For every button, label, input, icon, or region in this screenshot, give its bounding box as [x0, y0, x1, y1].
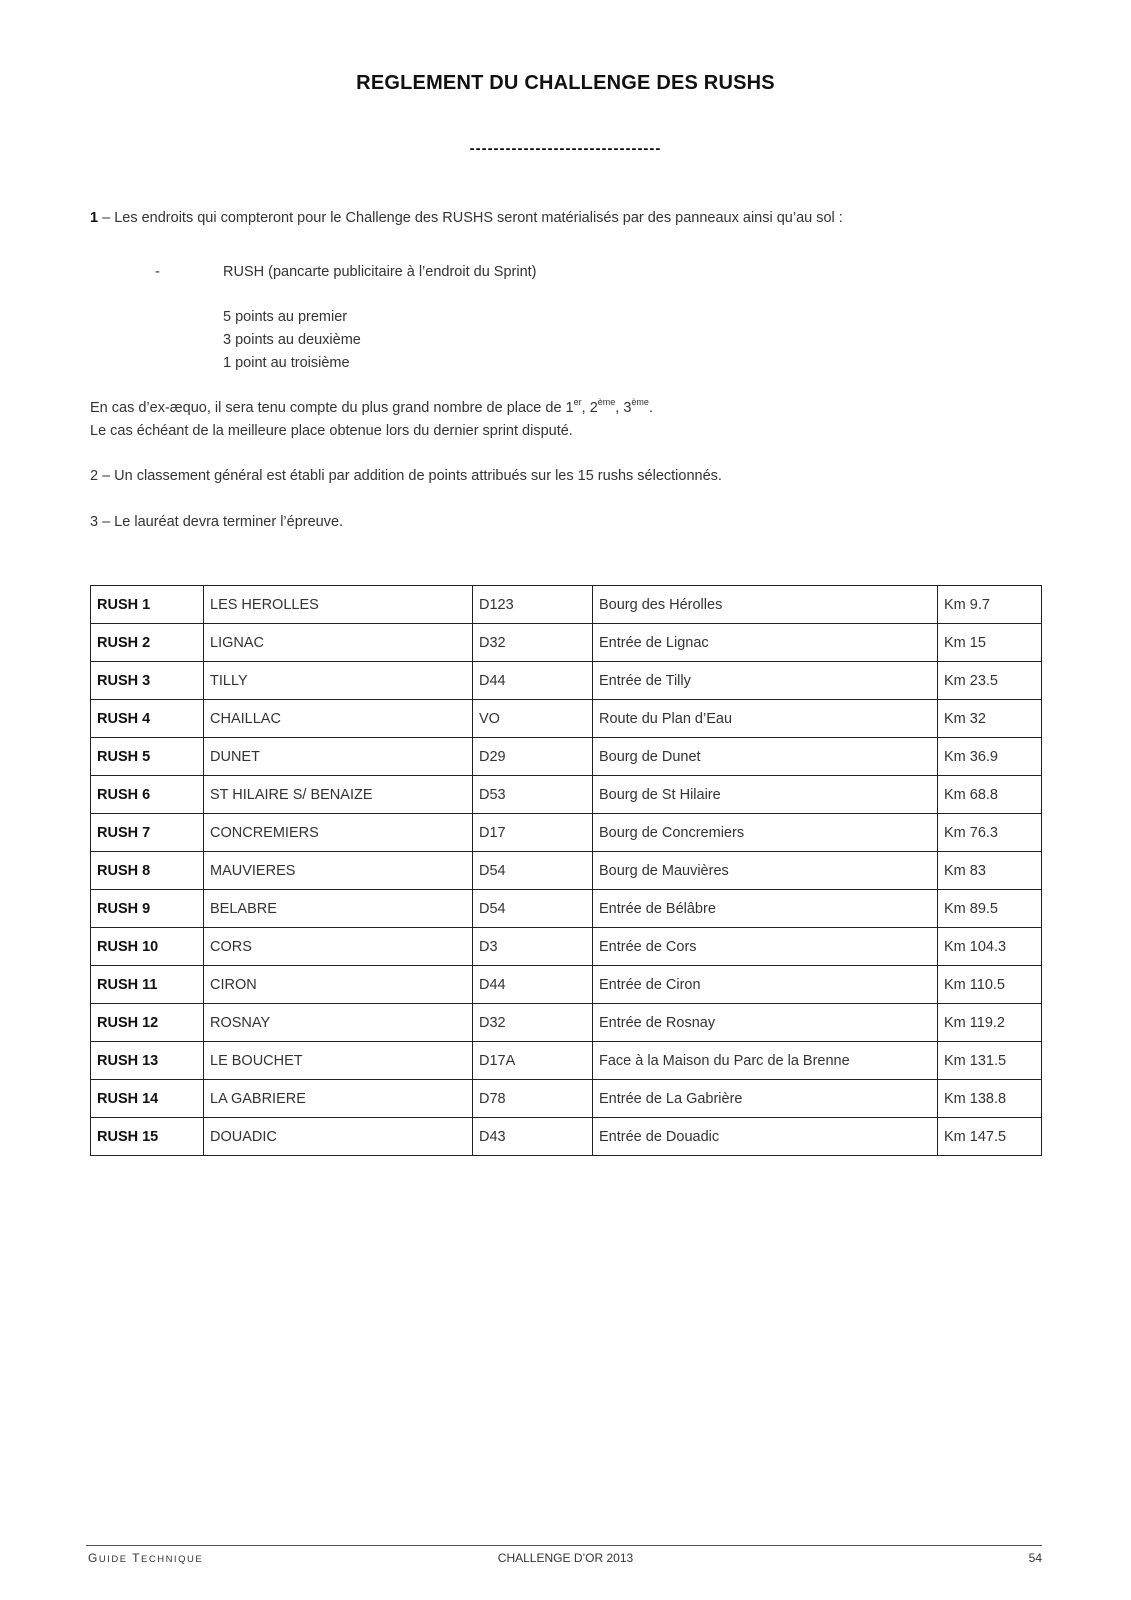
sup-first: er: [573, 397, 582, 407]
km-cell: Km 89.5: [938, 890, 1042, 928]
place-cell: DOUADIC: [204, 1118, 473, 1156]
road-cell: D54: [473, 890, 593, 928]
road-cell: D54: [473, 852, 593, 890]
location-cell: Entrée de Rosnay: [593, 1004, 938, 1042]
tiebreak-text: En cas d’ex-æquo, il sera tenu compte du plus grand nombre de place de 1: [90, 400, 574, 416]
place-cell: CORS: [204, 928, 473, 966]
rule-2: 2 – Un classement général est établi par addition de points attribués sur les 15 rushs sélectionnés.: [90, 468, 722, 484]
table-row: [91, 624, 1042, 662]
tiebreak-mid-2: , 3: [615, 400, 632, 416]
place-cell: CIRON: [204, 966, 473, 1004]
rush-cell: RUSH 15: [91, 1118, 204, 1156]
km-cell: Km 104.3: [938, 928, 1042, 966]
road-cell: D78: [473, 1080, 593, 1118]
location-cell: Bourg de St Hilaire: [593, 776, 938, 814]
place-cell: DUNET: [204, 738, 473, 776]
place-cell: BELABRE: [204, 890, 473, 928]
location-cell: Entrée de Cors: [593, 928, 938, 966]
bullet-text: RUSH (pancarte publicitaire à l’endroit du Sprint): [223, 264, 537, 280]
table-row: [91, 1118, 1042, 1156]
footer-divider: [86, 1545, 1042, 1546]
km-cell: Km 76.3: [938, 814, 1042, 852]
rush-cell: RUSH 12: [91, 1004, 204, 1042]
place-cell: CHAILLAC: [204, 700, 473, 738]
tiebreak-line-1: [90, 397, 653, 416]
road-cell: VO: [473, 700, 593, 738]
table-row: [91, 1004, 1042, 1042]
km-cell: Km 15: [938, 624, 1042, 662]
place-cell: MAUVIERES: [204, 852, 473, 890]
rule-1-text: – Les endroits qui compteront pour le Challenge des RUSHS seront matérialisés par des panneaux ainsi qu’au sol :: [98, 210, 843, 226]
road-cell: D29: [473, 738, 593, 776]
bullet-dash: -: [155, 264, 160, 280]
road-cell: D44: [473, 662, 593, 700]
rush-cell: RUSH 4: [91, 700, 204, 738]
rule-1: [90, 210, 843, 226]
location-cell: Entrée de Ciron: [593, 966, 938, 1004]
rush-cell: RUSH 13: [91, 1042, 204, 1080]
road-cell: D43: [473, 1118, 593, 1156]
location-cell: Bourg de Dunet: [593, 738, 938, 776]
km-cell: Km 138.8: [938, 1080, 1042, 1118]
place-cell: LIGNAC: [204, 624, 473, 662]
location-cell: Entrée de Tilly: [593, 662, 938, 700]
sup-third: ème: [631, 397, 649, 407]
km-cell: Km 110.5: [938, 966, 1042, 1004]
points-first: 5 points au premier: [223, 309, 348, 325]
road-cell: D32: [473, 1004, 593, 1042]
tiebreak-end: .: [648, 400, 653, 416]
place-cell: ST HILAIRE S/ BENAIZE: [204, 776, 473, 814]
road-cell: D53: [473, 776, 593, 814]
km-cell: Km 119.2: [938, 1004, 1042, 1042]
rush-cell: RUSH 3: [91, 662, 204, 700]
table-row: [91, 738, 1042, 776]
table-row: [91, 586, 1042, 624]
footer-title: CHALLENGE D’OR 2013: [497, 1551, 634, 1565]
km-cell: Km 83: [938, 852, 1042, 890]
table-row: [91, 814, 1042, 852]
road-cell: D17: [473, 814, 593, 852]
rush-cell: RUSH 2: [91, 624, 204, 662]
rush-cell: RUSH 6: [91, 776, 204, 814]
page-number: 54: [1028, 1551, 1042, 1565]
rush-cell: RUSH 9: [91, 890, 204, 928]
road-cell: D3: [473, 928, 593, 966]
table-row: [91, 776, 1042, 814]
place-cell: LES HEROLLES: [204, 586, 473, 624]
place-cell: LA GABRIERE: [204, 1080, 473, 1118]
table-row: [91, 700, 1042, 738]
sup-second: ème: [597, 397, 616, 407]
rush-cell: RUSH 14: [91, 1080, 204, 1118]
road-cell: D32: [473, 624, 593, 662]
location-cell: Bourg des Hérolles: [593, 586, 938, 624]
km-cell: Km 68.8: [938, 776, 1042, 814]
location-cell: Face à la Maison du Parc de la Brenne: [593, 1042, 938, 1080]
place-cell: LE BOUCHET: [204, 1042, 473, 1080]
rush-cell: RUSH 1: [91, 586, 204, 624]
location-cell: Bourg de Concremiers: [593, 814, 938, 852]
table-row: [91, 966, 1042, 1004]
table-row: [91, 1080, 1042, 1118]
points-third: 1 point au troisième: [223, 355, 350, 371]
location-cell: Entrée de Douadic: [593, 1118, 938, 1156]
place-cell: TILLY: [204, 662, 473, 700]
km-cell: Km 147.5: [938, 1118, 1042, 1156]
tiebreak-mid-1: , 2: [581, 400, 598, 416]
road-cell: D17A: [473, 1042, 593, 1080]
page-title: REGLEMENT DU CHALLENGE DES RUSHS: [356, 72, 775, 94]
road-cell: D123: [473, 586, 593, 624]
location-cell: Entrée de Lignac: [593, 624, 938, 662]
km-cell: Km 36.9: [938, 738, 1042, 776]
location-cell: Route du Plan d’Eau: [593, 700, 938, 738]
location-cell: Entrée de La Gabrière: [593, 1080, 938, 1118]
table-row: [91, 1042, 1042, 1080]
table-row: [91, 852, 1042, 890]
rush-table: [90, 585, 1042, 1156]
rush-cell: RUSH 11: [91, 966, 204, 1004]
km-cell: Km 32: [938, 700, 1042, 738]
rule-1-number: 1: [90, 210, 99, 226]
points-second: 3 points au deuxième: [223, 332, 361, 348]
location-cell: Entrée de Bélâbre: [593, 890, 938, 928]
rush-cell: RUSH 10: [91, 928, 204, 966]
table-row: [91, 662, 1042, 700]
location-cell: Bourg de Mauvières: [593, 852, 938, 890]
tiebreak-line-2: Le cas échéant de la meilleure place obtenue lors du dernier sprint disputé.: [90, 423, 573, 439]
km-cell: Km 23.5: [938, 662, 1042, 700]
place-cell: CONCREMIERS: [204, 814, 473, 852]
place-cell: ROSNAY: [204, 1004, 473, 1042]
km-cell: Km 131.5: [938, 1042, 1042, 1080]
km-cell: Km 9.7: [938, 586, 1042, 624]
rush-cell: RUSH 7: [91, 814, 204, 852]
rush-cell: RUSH 8: [91, 852, 204, 890]
rush-cell: RUSH 5: [91, 738, 204, 776]
road-cell: D44: [473, 966, 593, 1004]
title-separator: --------------------------------: [469, 140, 662, 157]
rule-3: 3 – Le lauréat devra terminer l’épreuve.: [90, 514, 344, 530]
table-row: [91, 928, 1042, 966]
table-row: [91, 890, 1042, 928]
footer-guide-technique: GUIDE TECHNIQUE: [88, 1551, 204, 1565]
